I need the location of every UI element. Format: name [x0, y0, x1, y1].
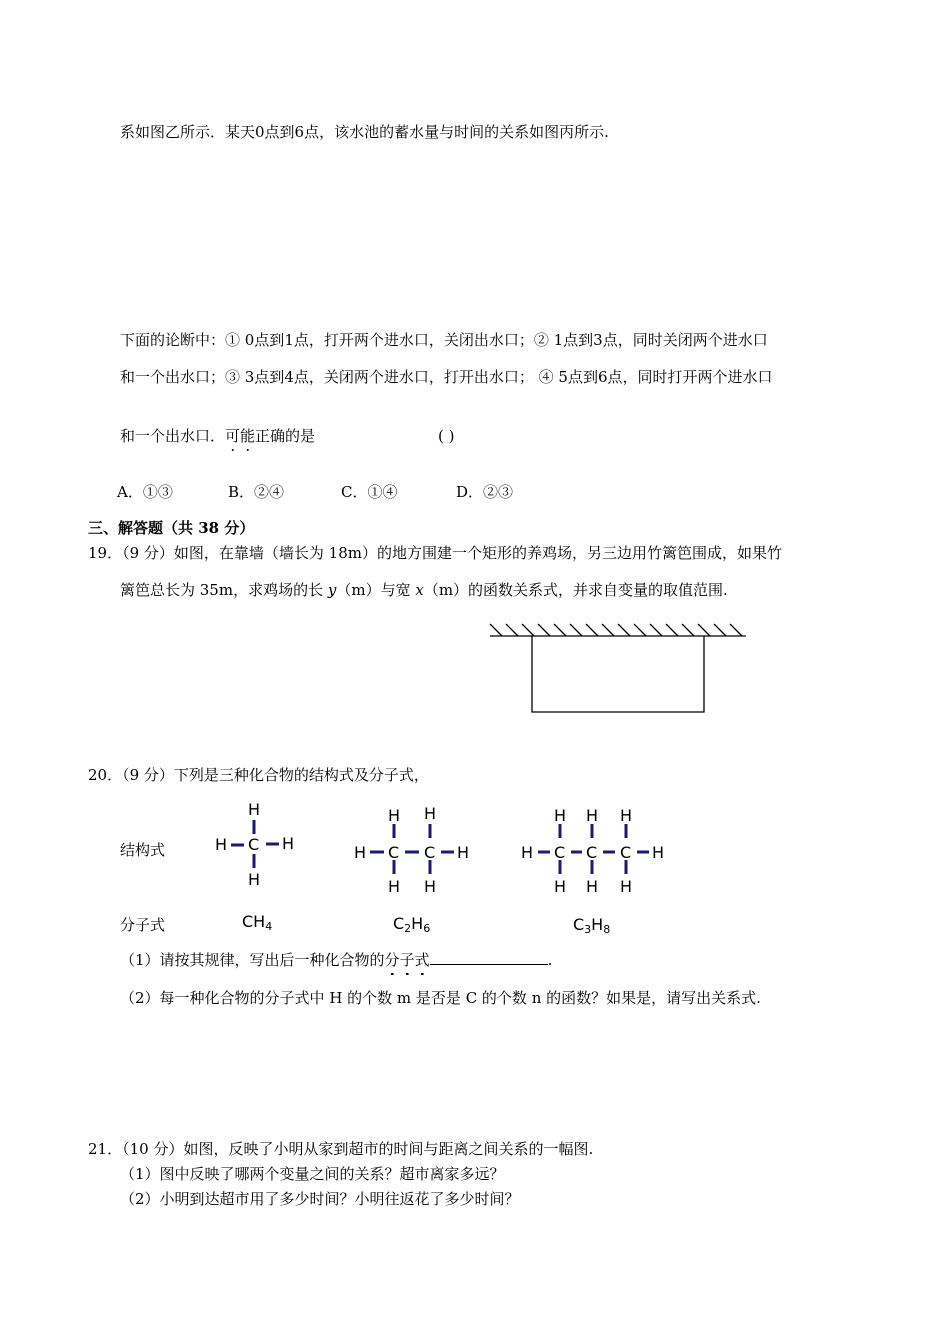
q18-option-b: B．②④ — [228, 483, 285, 501]
formula-c3h8 — [573, 915, 610, 940]
intro-text: 系如图乙所示．某天0点到6点，该水池的蓄水量与时间的关系如图丙所示. — [120, 123, 609, 141]
atom-h: H — [248, 870, 261, 889]
atom-h: H — [554, 806, 567, 825]
atom-h: H — [388, 877, 401, 896]
variable-x: x — [415, 581, 424, 599]
q18-emphasis-char: 可 — [225, 427, 241, 445]
q19-line2-part: （m）与宽 — [336, 581, 416, 599]
chicken-farm-figure — [480, 618, 760, 718]
q18-line3-pre: 和一个出水口． — [120, 427, 226, 445]
label-molecular-formula: 分子式 — [120, 916, 166, 934]
atom-c: C — [388, 843, 400, 862]
atom-h: H — [282, 834, 295, 853]
atom-h: H — [388, 806, 401, 825]
atom-h: H — [652, 843, 665, 862]
q19-line1: 19．（9 分）如图，在靠墙（墙长为 18m）的地方围建一个矩形的养鸡场，另三边用竹篱笆围成，如果竹 — [88, 544, 782, 562]
atom-h: H — [586, 877, 599, 896]
atom-h: H — [620, 877, 633, 896]
ethane-structure — [350, 802, 480, 896]
formula-ch4 — [242, 912, 272, 937]
atom-h: H — [586, 806, 599, 825]
q18-line2: 和一个出水口；③ 3点到4点，关闭两个进水口，打开出水口； ④ 5点到6点，同时打开两个进水口 — [120, 368, 773, 386]
q18-option-c: C．①④ — [341, 483, 398, 501]
atom-h: H — [248, 800, 261, 819]
label-structural-formula: 结构式 — [120, 841, 166, 859]
formula-part: C — [573, 915, 585, 934]
q20-sub1 — [120, 950, 552, 970]
atom-h: H — [424, 804, 437, 823]
formula-subscript: 8 — [603, 923, 611, 936]
q21-sub2: （2）小明到达超市用了多少时间？小明往返花了多少时间？ — [120, 1190, 520, 1208]
q20-emphasis-char: 式 — [414, 951, 430, 969]
atom-h: H — [424, 877, 437, 896]
q18-option-d: D．②③ — [456, 483, 514, 501]
methane-structure — [210, 798, 305, 890]
propane-structure — [518, 802, 665, 896]
q21-sub1: （1）图中反映了哪两个变量之间的关系？超市离家多远？ — [120, 1165, 505, 1183]
variable-y: y — [327, 581, 337, 599]
q20-sub1-text: （1）请按其规律，写出后一种化合物的 — [120, 951, 385, 969]
q18-answer-paren: ( ) — [438, 427, 455, 445]
q18-line3-post: 正确的是 — [255, 427, 316, 445]
formula-part: C — [393, 914, 405, 933]
formula-c2h6 — [393, 914, 430, 939]
atom-c: C — [424, 843, 436, 862]
formula-subscript: 3 — [584, 923, 592, 936]
q18-line1: 下面的论断中：① 0点到1点，打开两个进水口，关闭出水口；② 1点到3点，同时关闭两个进水口 — [120, 331, 768, 349]
formula-subscript: 6 — [423, 922, 431, 935]
formula-part: H — [411, 914, 424, 933]
q21-line1: 21．（10 分）如图，反映了小明从家到超市的时间与距离之间关系的一幅图. — [88, 1140, 594, 1158]
q20-line1: 20．（9 分）下列是三种化合物的结构式及分子式， — [88, 766, 429, 784]
q18-option-a: A．①③ — [117, 483, 173, 501]
atom-h: H — [457, 843, 470, 862]
q19-line2-part: （m）的函数关系式，并求自变量的取值范围. — [423, 581, 728, 599]
atom-c: C — [554, 843, 566, 862]
atom-c: C — [620, 843, 632, 862]
formula-subscript: 2 — [404, 922, 412, 935]
q18-emphasis-char: 能 — [240, 427, 256, 445]
q19-line2 — [120, 580, 728, 600]
atom-c: C — [248, 835, 260, 854]
atom-h: H — [620, 806, 633, 825]
atom-h: H — [521, 843, 534, 862]
wall-hatching — [490, 624, 746, 636]
formula-part: H — [591, 915, 604, 934]
formula-part: CH — [242, 912, 266, 931]
section-title: 三、解答题（共 38 分） — [88, 519, 255, 537]
q18-line3 — [120, 426, 315, 446]
q20-emphasis-char: 子 — [399, 951, 415, 969]
answer-blank[interactable] — [430, 950, 548, 965]
atom-c: C — [586, 843, 598, 862]
atom-h: H — [354, 843, 367, 862]
fence-rectangle — [532, 636, 704, 712]
formula-subscript: 4 — [265, 920, 273, 933]
q20-emphasis-char: 分 — [384, 951, 400, 969]
atom-h: H — [215, 835, 228, 854]
q20-sub1-end: . — [547, 951, 553, 969]
atom-h: H — [554, 877, 567, 896]
q19-line2-part: 篱笆总长为 35m，求鸡场的长 — [120, 581, 328, 599]
q20-sub2: （2）每一种化合物的分子式中 H 的个数 m 是否是 C 的个数 n 的函数？如果是，请写出关系式. — [120, 989, 761, 1007]
